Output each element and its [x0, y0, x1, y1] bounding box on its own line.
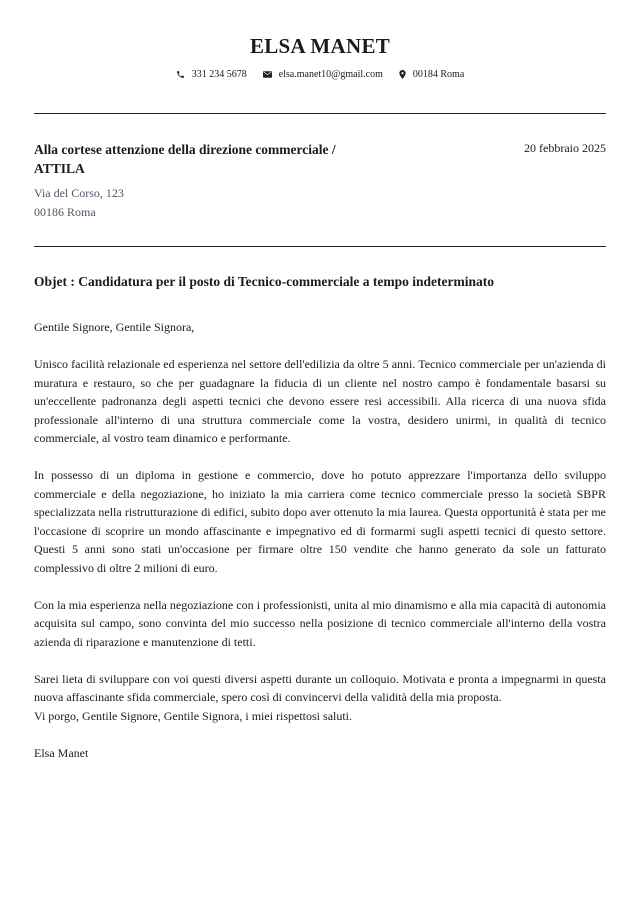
letter-subject: Objet : Candidatura per il posto di Tecnico-commerciale a tempo indeterminato: [34, 274, 494, 289]
location-pin-icon: [399, 70, 406, 79]
location-text: 00184 Roma: [412, 69, 465, 80]
contact-bar: [0, 69, 640, 80]
recipient-block: [34, 140, 394, 178]
letter-date: 20 febbraio 2025: [524, 141, 606, 155]
contact-phone: [176, 69, 247, 80]
header-divider: [34, 113, 606, 114]
contact-location: [399, 69, 464, 80]
closing: Vi porgo, Gentile Signore, Gentile Signora, i miei rispettosi saluti.: [34, 708, 353, 723]
phone-icon: [176, 70, 185, 79]
signature: Elsa Manet: [34, 745, 89, 760]
address-street: Via del Corso, 123: [34, 186, 124, 200]
address-divider: [34, 246, 606, 247]
paragraph-2: In possesso di un diploma in gestione e commercio, dove ho potuto apprezzare l'importanza dello sviluppo commerciale e della negoziazione, ho iniziato la mia carriera come tecnico commerciale presso la società SBPR specializzata nella ristrutturazione di edifici, subito dopo aver ottenuto la mia laurea. Questa opportunità è stata per me l'occasione di scoprire un mondo affascinante e impegnativo ed di formarmi sugli aspetti tecnici di questo settore. Questi 5 anni sono stati un'occasione per firmare oltre 150 vendite che hanno generato da sole un fatturato complessivo di oltre 2 milioni di euro.: [34, 468, 606, 575]
address-city: 00186 Roma: [34, 204, 96, 219]
email-address: elsa.manet10@gmail.com: [278, 69, 383, 80]
recipient-line-1: Alla cortese attenzione della direzione commerciale /: [34, 142, 336, 157]
paragraph-1: Unisco facilità relazionale ed esperienza nel settore dell'edilizia da oltre 5 anni. Tecnico commerciale per un'azienda di muratura e restauro, so che per guadagnare la fiducia di un cliente nel nostro campo è fondamentale basarsi su un'eccellente padronanza degli aspetti tecnici che devono essere resi accessibili. Alla ricerca di una nuova sfida professionale all'interno di una struttura commerciale come la vostra, desidero unirmi, in qualità di tecnico commerciale, al vostro team dinamico e performante.: [34, 357, 606, 445]
paragraph-3: Con la mia esperienza nella negoziazione con i professionisti, unita al mio dinamismo e alla mia capacità di autonomia acquisita sul campo, sono convinta del mio successo nella posizione di tecnico commerciale all'interno della vostra azienda di riparazione e manutenzione di tetti.: [34, 597, 606, 649]
letter-body: [34, 318, 606, 781]
envelope-icon: [263, 71, 272, 78]
phone-number: 331 234 5678: [191, 69, 247, 80]
greeting: Gentile Signore, Gentile Signora,: [34, 320, 195, 334]
recipient-address: [34, 184, 124, 221]
contact-email: [263, 69, 383, 80]
recipient-line-2: ATTILA: [34, 161, 85, 176]
paragraph-4: Sarei lieta di sviluppare con voi questi diversi aspetti durante un colloquio. Motivata e pronta a impegnarmi in questa nuova affascinante sfida commerciale, spero così di convincervi della validità della mia proposta.: [34, 671, 606, 704]
applicant-name: ELSA MANET: [249, 34, 391, 58]
